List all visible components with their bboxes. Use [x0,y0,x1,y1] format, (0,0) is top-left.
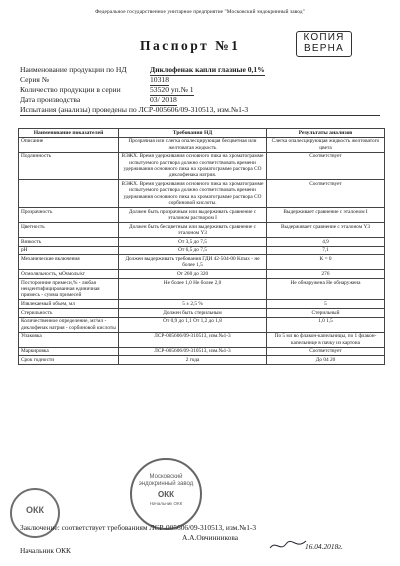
cell-indicator [19,180,119,208]
table-row [19,246,385,255]
meta-value-series: 10318 [150,75,169,84]
meta-value-product: Диклофенак капли глазные 0,1% [150,65,265,74]
table-row [19,300,385,309]
cell-result: K = 0 [267,255,385,270]
cell-indicator: Стерильность [19,309,119,318]
seal-text: Московский эндокринный завод [138,474,194,487]
cell-result: Выдерживает сравнение с эталоном I [267,208,385,223]
table-row [19,309,385,318]
cell-indicator: Подлинность [19,152,119,180]
signature-date: 16.04.2018г. [305,542,343,551]
table-row [19,223,385,238]
cell-indicator: Механические включения [19,255,119,270]
table-header-row [19,129,385,138]
table-row [19,270,385,279]
cell-result: Соответствует [267,152,385,180]
cell-requirement: ЛСР-005606/09-310513, изм.№1-3 [119,347,267,356]
cell-indicator: Извлекаемый объем, мл [19,300,119,309]
table-row [19,279,385,300]
cell-indicator: Срок годности [19,356,119,365]
cell-result: 4,9 [267,238,385,247]
cell-requirement: Должен выдерживать требования ГДИ 42-504-00 Kmax - не более 1,5 [119,255,267,270]
cell-requirement: От 0,9 до 1,1 От 1,2 до 1,8 [119,317,267,332]
cell-indicator: Осмоляльность, мОsмоль/кг [19,270,119,279]
stamp-line-1: КОПИЯ [303,32,345,43]
cell-result: 5 [267,300,385,309]
company-seal [130,458,202,530]
cell-result: 7,1 [267,246,385,255]
conclusion-text: Заключение: соответствует требованиям ЛСР-005606/09-310513, изм.№1-3 [20,523,257,532]
cell-requirement: Не более 1,0 Не более 2,0 [119,279,267,300]
table-row [19,180,385,208]
cell-indicator: Упаковка [19,332,119,347]
cell-requirement: От 6,5 до 7,5 [119,246,267,255]
seal-caption: Начальник ОКК [149,501,183,506]
cell-result: Слегка опалесцирующая жидкость желтоватого цвета [267,137,385,152]
table-row [19,137,385,152]
meta-label-product: Наименование продукции по НД [20,65,127,74]
cell-result: Соответствует [267,180,385,208]
table-row [19,347,385,356]
col-header-indicator: Наименование показателей [19,129,119,138]
organization-header: Федеральное государственное унитарное предприятие "Московский эндокринный завод" [95,9,305,15]
cell-requirement: Должен быть прозрачным или выдерживать сравнение с эталоном раствором I [119,208,267,223]
table-row [19,238,385,247]
cell-indicator: Маркировка [19,347,119,356]
table-row [19,208,385,223]
cell-requirement: ВЭЖХ. Время удерживания основного пика на хроматограмме испытуемого раствора должно соответствовать времени удерживания основного пика на хроматограмме раствора СО диклофенака натрия. [119,152,267,180]
table-row [19,255,385,270]
cell-result: Выдерживает сравнение с эталоном Y3 [267,223,385,238]
copy-stamp [296,31,352,57]
analysis-table [18,128,385,365]
document-title: Паспорт №1 [140,38,241,53]
department-stamp [10,488,60,538]
department-label: Начальник ОКК [20,546,71,555]
table-row [19,317,385,332]
table-row [19,356,385,365]
cell-requirement: ВЭЖХ. Время удерживания основного пика на хроматограмме испытуемого раствора должно соответствовать времени удерживания основного пика на хроматограмме раствора СО сорбиновой кислоты. [119,180,267,208]
meta-label-series: Серия № [20,75,50,84]
handwritten-signature [268,538,308,552]
cell-requirement: От 260 до 320 [119,270,267,279]
cell-indicator: Прозрачность [19,208,119,223]
cell-indicator: Цветность [19,223,119,238]
seal-code: ОКК [158,490,174,499]
meta-value-quantity: 53520 уп.№ 1 [150,85,194,94]
cell-indicator: Посторонние примеси,% - любая неидентифицированная единичная примесь - сумма примесей [19,279,119,300]
cell-indicator: pH [19,246,119,255]
cell-requirement: 2 года [119,356,267,365]
cell-requirement: Должен быть бесцветным или выдерживать сравнение с эталоном Y3 [119,223,267,238]
meta-label-date: Дата производства [20,95,81,104]
cell-requirement: ЛСР-005606/09-310513, изм.№1-3 [119,332,267,347]
cell-result: Соответствует [267,347,385,356]
cell-result: Не обнаружена Не обнаружена [267,279,385,300]
cell-result: До 04 20 [267,356,385,365]
dept-stamp-code: ОКК [26,505,44,515]
table-row [19,332,385,347]
cell-requirement: От 3,5 до 7,5 [119,238,267,247]
col-header-results: Результаты анализов [267,129,385,138]
meta-label-quantity: Количество продукции в серии [20,85,121,94]
signer-name: А.А.Овчинникова [182,533,239,542]
cell-indicator: Описание [19,137,119,152]
cell-result: 1,0 1,5 [267,317,385,332]
cell-result: Стерильный [267,309,385,318]
cell-result: По 5 мл во флакон-капельницы, по 1 флакон-капельнице в пачку из картона [267,332,385,347]
stamp-line-2: ВЕРНА [304,43,344,54]
cell-indicator: Количественное определение, мг/мл - диклофенак натрия - сорбиновой кислоты [19,317,119,332]
table-row [19,152,385,180]
cell-requirement: Должен быть стерильным [119,309,267,318]
cell-result: 276 [267,270,385,279]
cell-requirement: 5 ± 2,5 % [119,300,267,309]
meta-value-date: 03/ 2018 [150,95,177,104]
cell-requirement: Прозрачная или слегка опалесцирующая бесцветная или желтоватая жидкость [119,137,267,152]
col-header-requirements: Требования НД [119,129,267,138]
cell-indicator: Вязкость [19,238,119,247]
tests-line: Испытания (анализы) проведены по ЛСР-005606/09-310513, изм.№1-3 [20,106,380,116]
